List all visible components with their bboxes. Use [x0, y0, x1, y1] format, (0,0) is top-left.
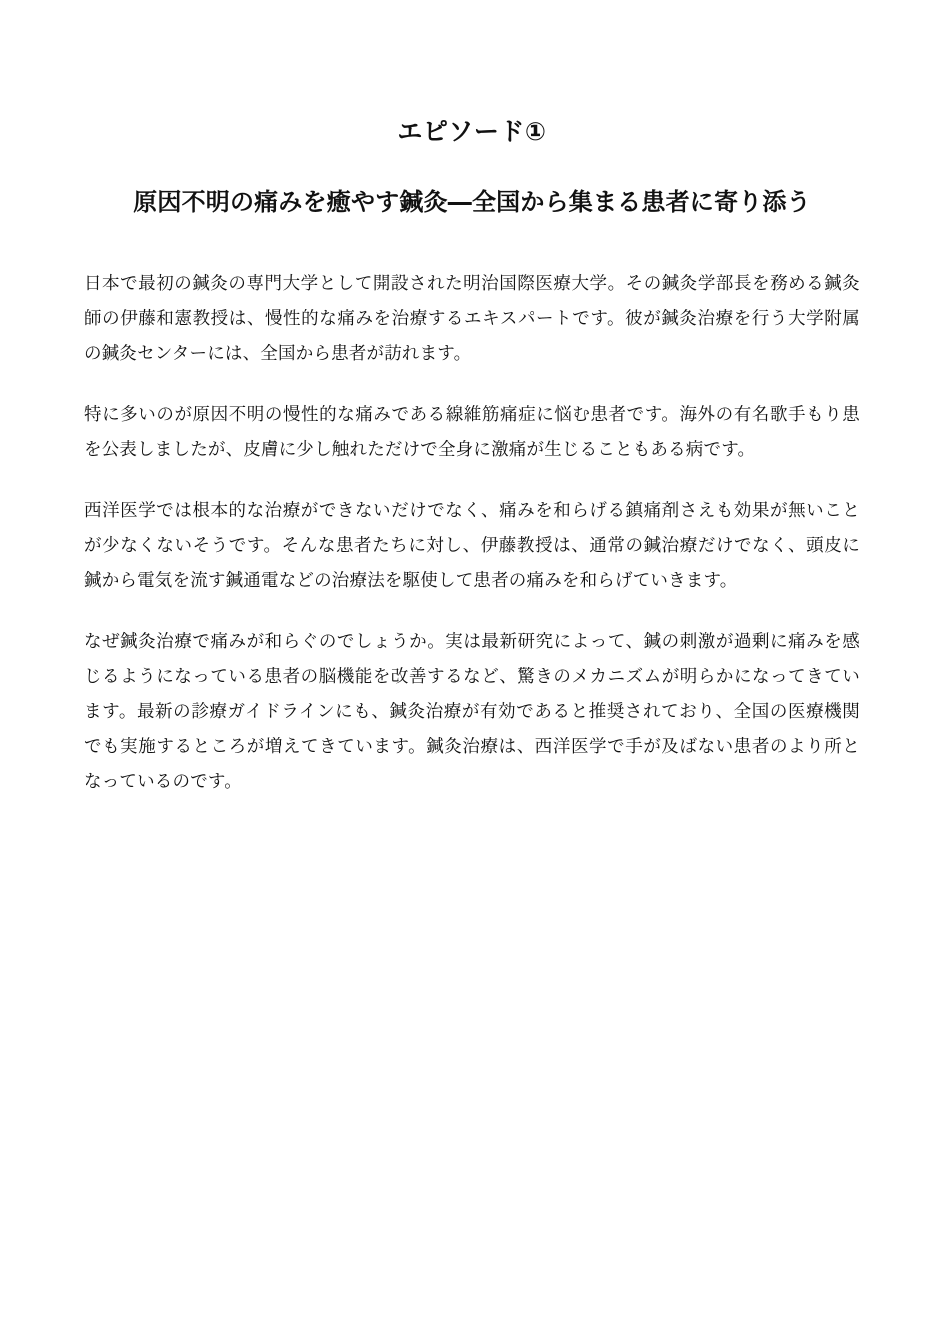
page-title: エピソード①: [397, 117, 547, 146]
body-paragraph-1: 日本で最初の鍼灸の専門大学として開設された明治国際医療大学。その鍼灸学部長を務める鍼灸師の伊藤和憲教授は、慢性的な痛みを治療するエキスパートです。彼が鍼灸治療を行う大学附属の鍼灸センターには、全国から患者が訪れます。: [84, 274, 860, 364]
body-paragraph-2: 特に多いのが原因不明の慢性的な痛みである線維筋痛症に悩む患者です。海外の有名歌手もり患を公表しましたが、皮膚に少し触れただけで全身に激痛が生じることもある病です。: [84, 405, 860, 460]
body-paragraph-4: なぜ鍼灸治療で痛みが和らぐのでしょうか。実は最新研究によって、鍼の刺激が過剰に痛みを感じるようになっている患者の脳機能を改善するなど、驚きのメカニズムが明らかになってきています。最新の診療ガイドラインにも、鍼灸治療が有効であると推奨されており、全国の医療機関でも実施するところが増えてきています。鍼灸治療は、西洋医学で手が及ばない患者のより所となっているのです。: [84, 632, 860, 792]
document-body: [84, 112, 860, 800]
body-paragraph-3: 西洋医学では根本的な治療ができないだけでなく、痛みを和らげる鎮痛剤さえも効果が無いことが少なくないそうです。そんな患者たちに対し、伊藤教授は、通常の鍼治療だけでなく、頭皮に鍼から電気を流す鍼通電などの治療法を駆使して患者の痛みを和らげていきます。: [84, 501, 860, 591]
page-subtitle: 原因不明の痛みを癒やす鍼灸―全国から集まる患者に寄り添う: [133, 188, 811, 216]
